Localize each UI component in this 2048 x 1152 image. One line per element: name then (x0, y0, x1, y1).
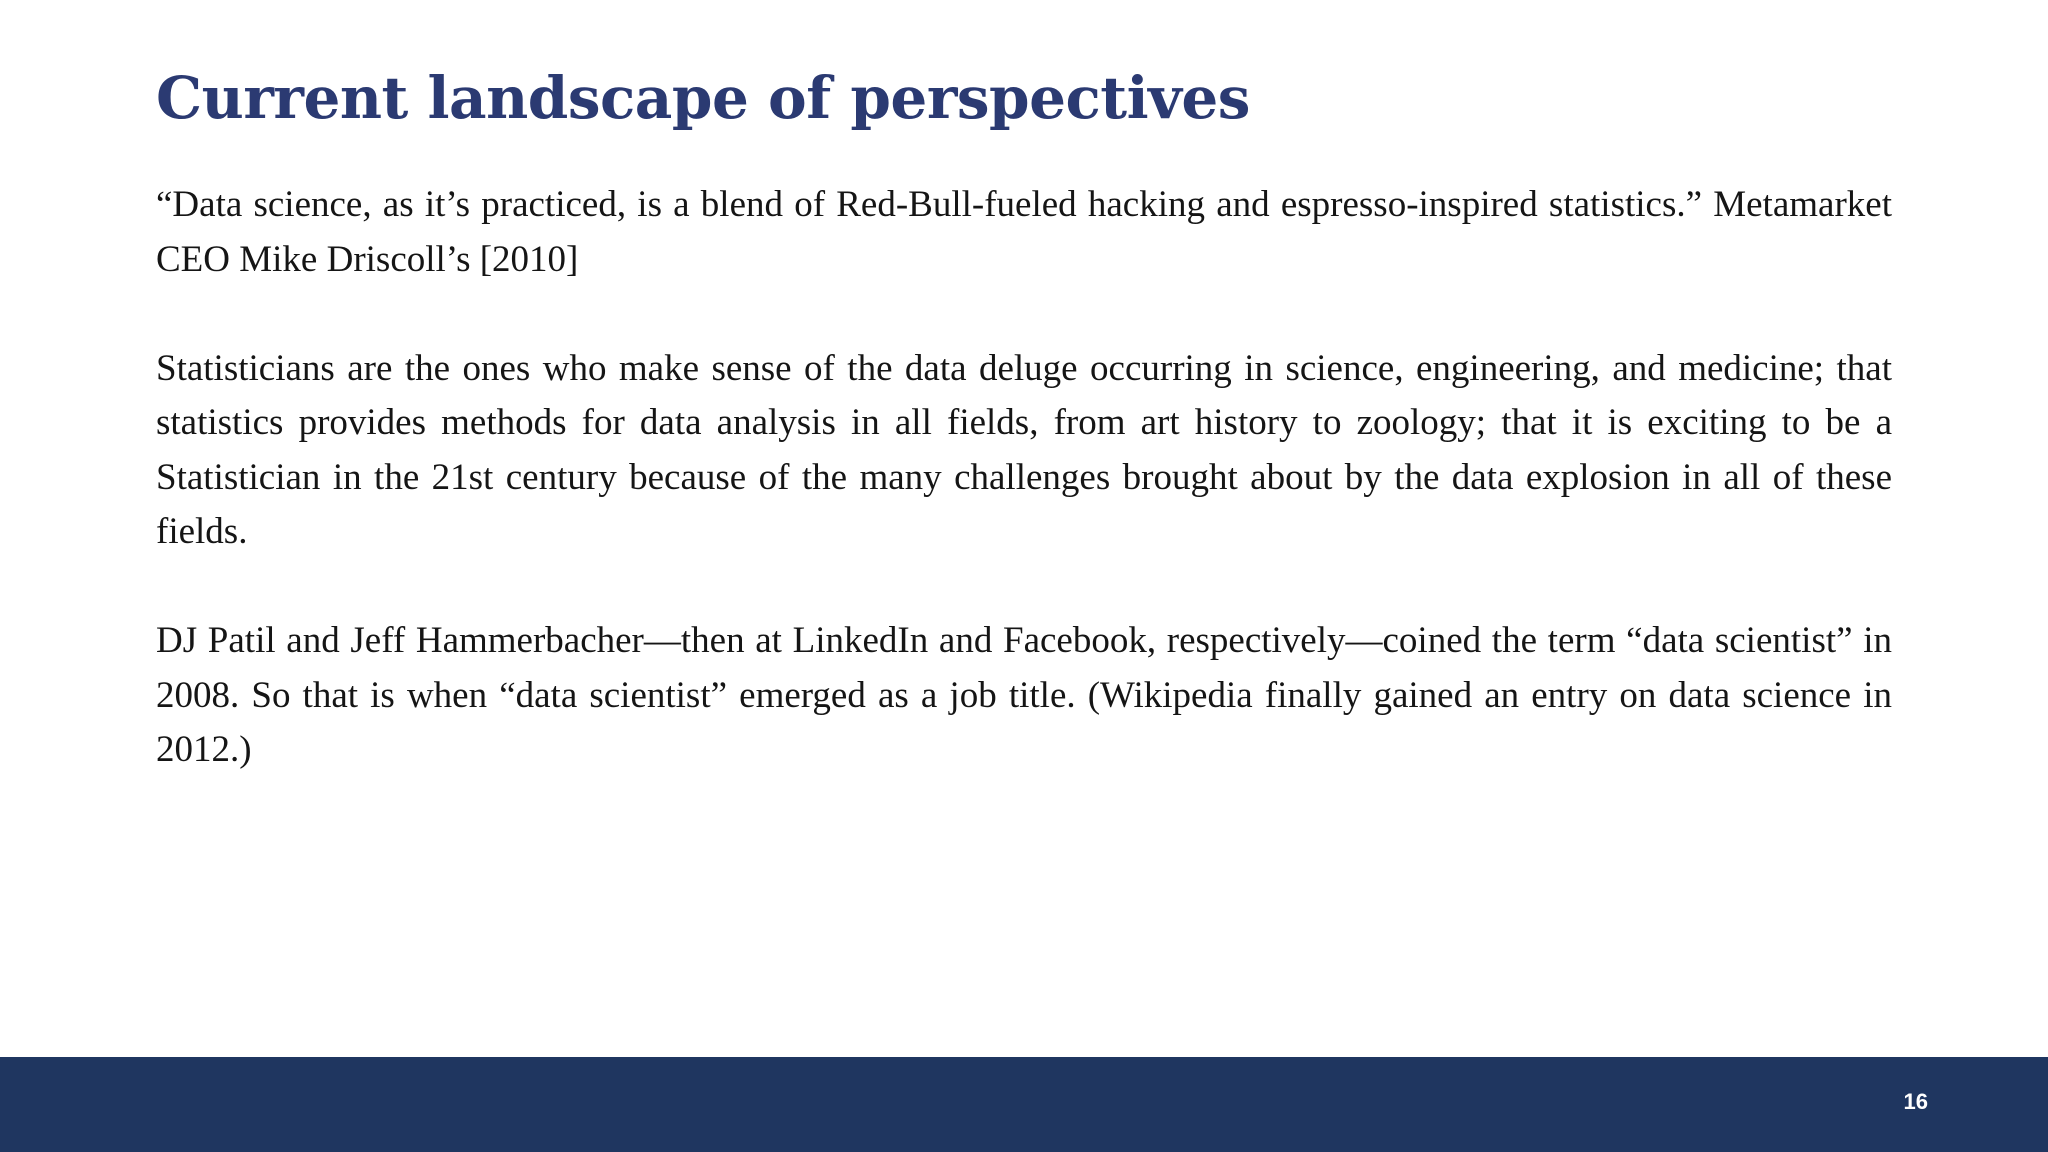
slide-body (156, 178, 1892, 778)
quote-paragraph: “Data science, as it’s practiced, is a blend of Red-Bull-fueled hacking and espresso-inspired statistics.” Metamarket CEO Mike Driscoll’s [2010] (156, 184, 1892, 280)
slide-title: Current landscape of perspectives (156, 64, 1250, 132)
statisticians-paragraph: Statisticians are the ones who make sense of the data deluge occurring in science, engineering, and medicine; that statistics provides methods for data analysis in all fields, from art history to zoology; that it is exciting to be a Statistician in the 21st century because of the many challenges brought about by the data explosion in all of these fields. (156, 347, 1892, 552)
data-scientist-paragraph: DJ Patil and Jeff Hammerbacher—then at LinkedIn and Facebook, respectively—coined the term “data scientist” in 2008. So that is when “data scientist” emerged as a job title. (Wikipedia finally gained an entry on data science in 2012.) (156, 620, 1892, 770)
page-number: 16 (1903, 1089, 1928, 1114)
footer-bar (0, 1057, 2048, 1152)
